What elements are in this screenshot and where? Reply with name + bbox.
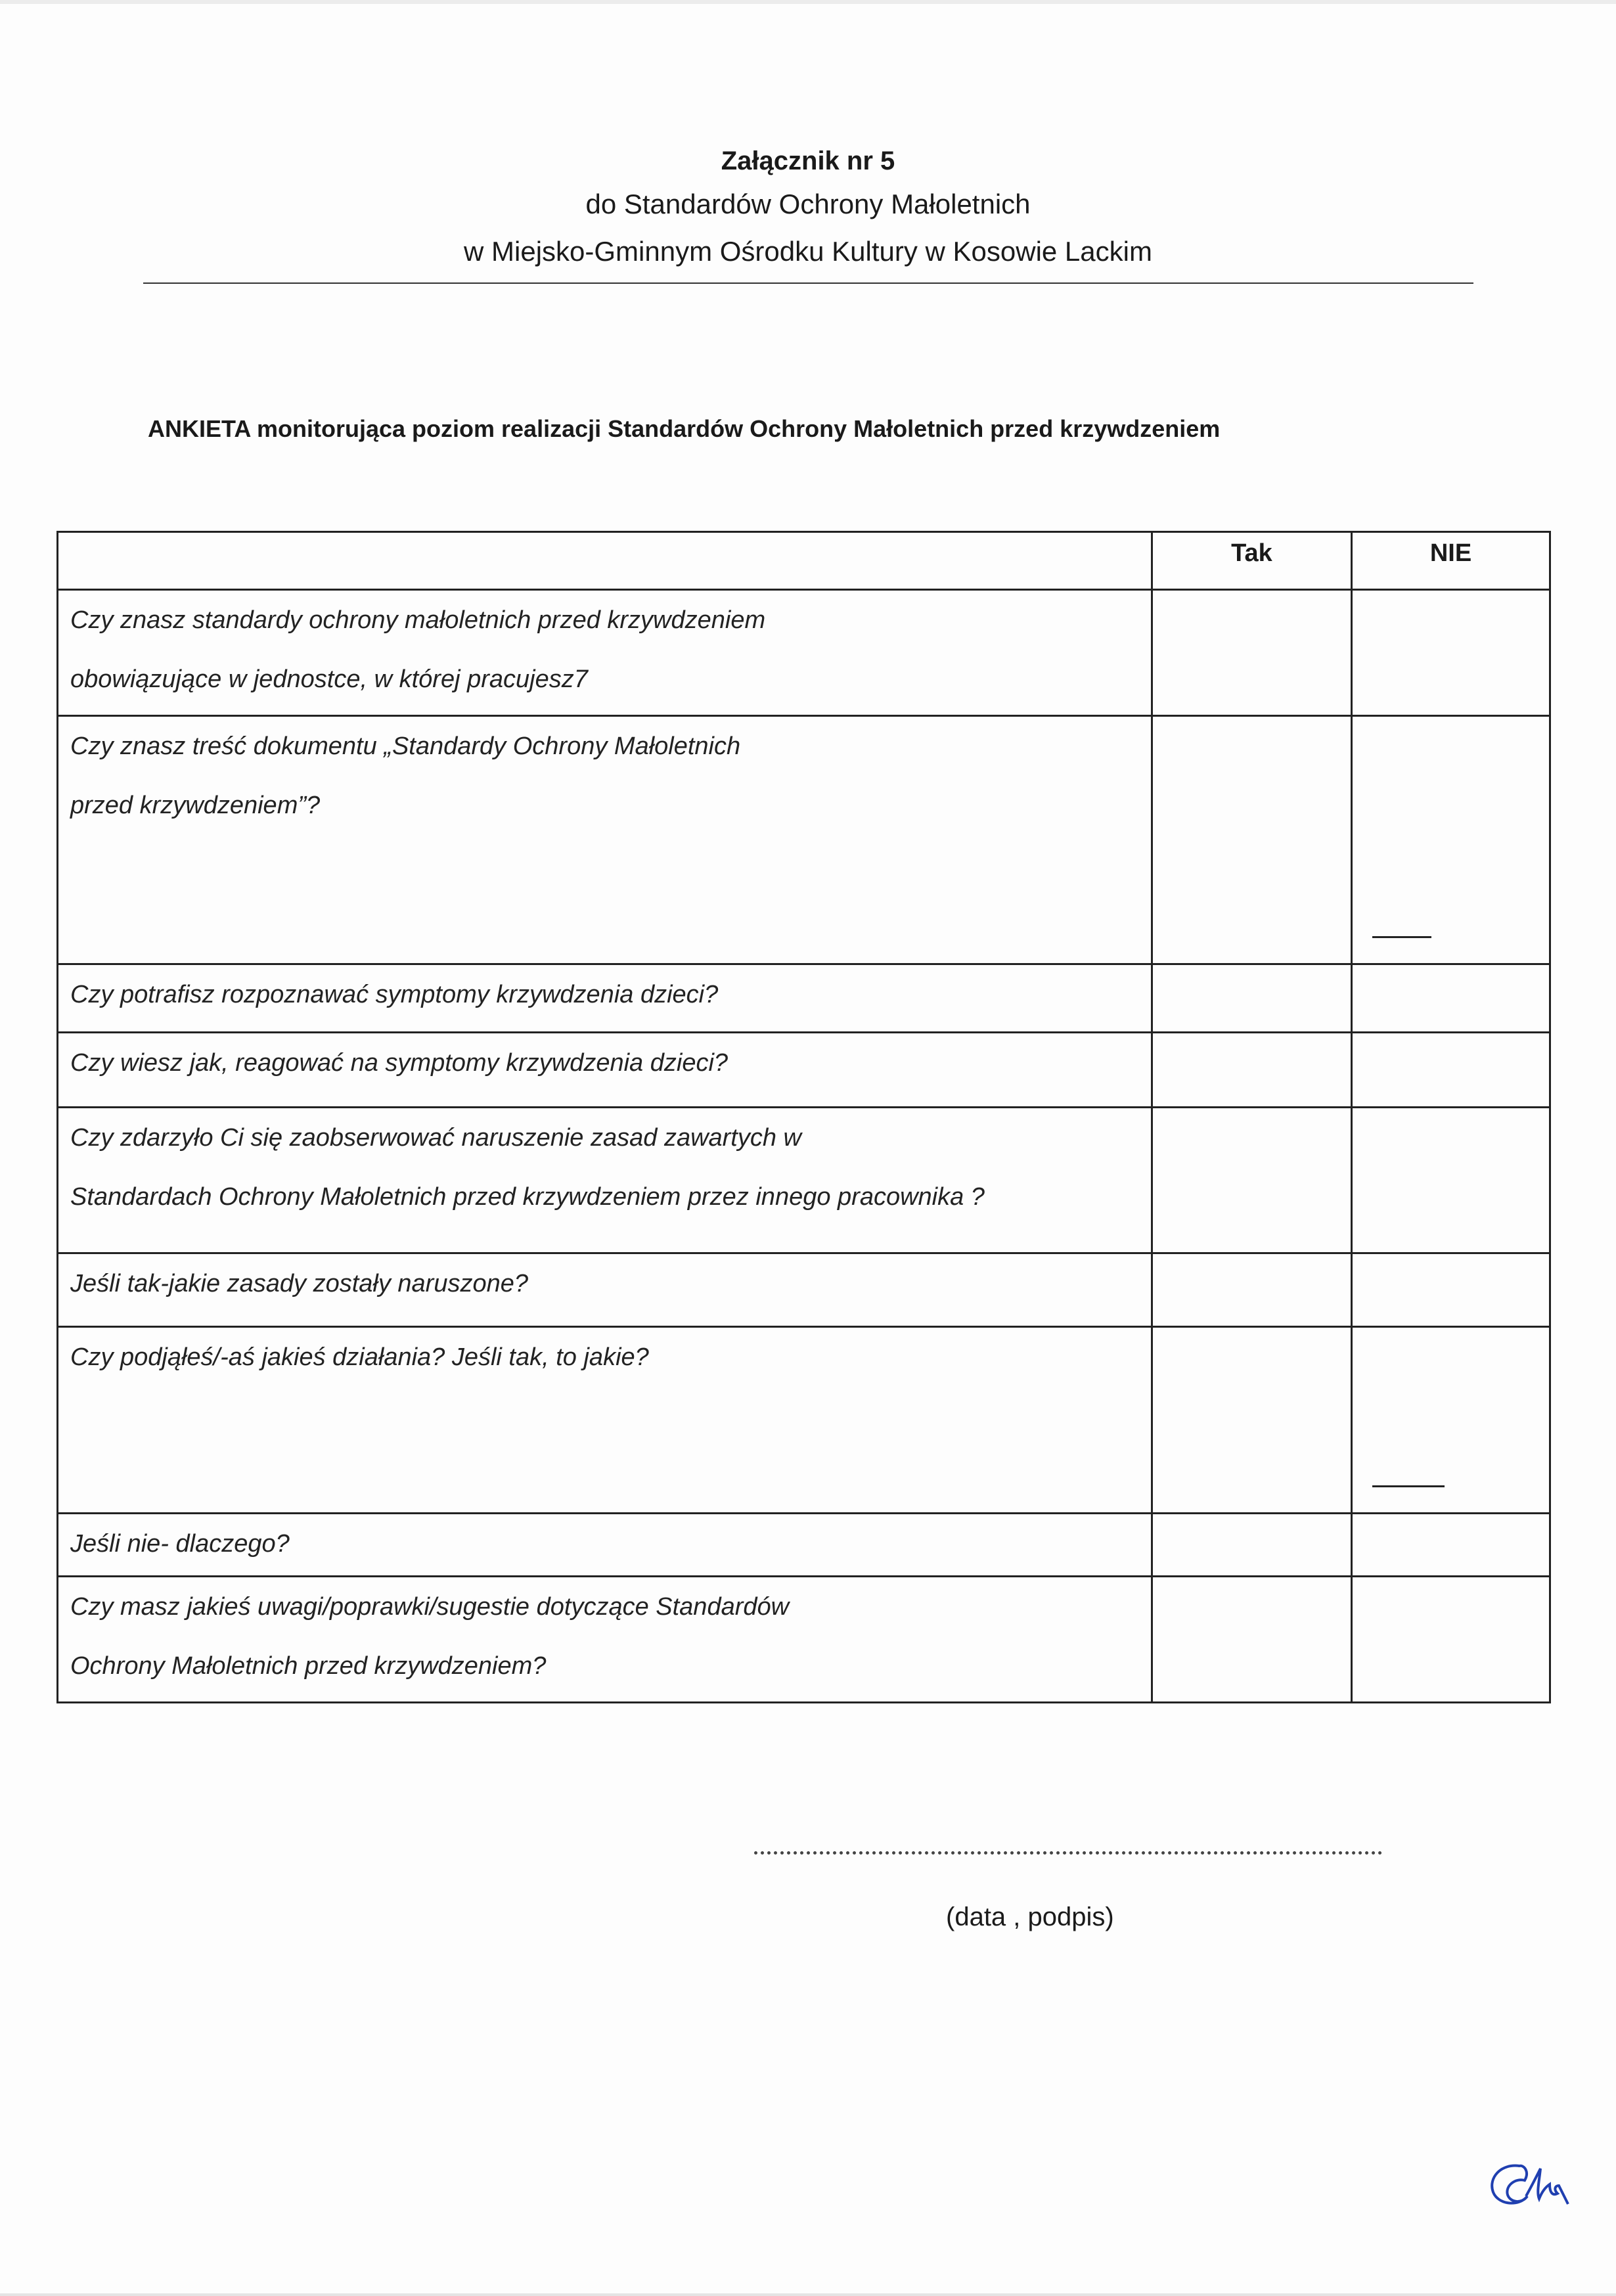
question-cell [58,1514,1152,1577]
question-cell [58,590,1152,716]
question-cell [58,1253,1152,1327]
signature-label: (data , podpis) [946,1902,1114,1931]
scan-edge-top [0,0,1616,4]
header-divider [143,282,1473,284]
no-answer-cell[interactable] [1352,1514,1550,1577]
annex-title: Załącznik nr 5 [721,146,895,175]
table-row [58,1514,1550,1577]
question-text: obowiązujące w jednostce, w której pracujesz7 [70,665,588,693]
handwritten-initials-signature [1481,2158,1573,2217]
no-answer-cell[interactable] [1352,1253,1550,1327]
table-row [58,1108,1550,1253]
question-text: Czy znasz standardy ochrony małoletnich przed krzywdzeniem [70,606,766,634]
no-answer-cell[interactable] [1352,1108,1550,1253]
question-cell [58,964,1152,1033]
yes-answer-cell[interactable] [1152,964,1352,1033]
document-header [0,141,1616,275]
question-cell [58,1327,1152,1514]
yes-answer-cell[interactable] [1152,1033,1352,1108]
no-answer-cell[interactable] [1352,716,1550,964]
question-text: Czy znasz treść dokumentu „Standardy Ochrony Małoletnich [70,732,741,760]
yes-answer-cell[interactable] [1152,1577,1352,1703]
yes-answer-cell[interactable] [1152,1253,1352,1327]
question-text: Czy wiesz jak, reagować na symptomy krzywdzenia dzieci? [70,1049,729,1077]
question-cell [58,1033,1152,1108]
signature-dotted-line [754,1851,1382,1855]
question-text: Standardach Ochrony Małoletnich przed krzywdzeniem przez innego pracownika ? [70,1183,985,1211]
no-column-header: NIE [1352,532,1550,590]
question-cell [58,1577,1152,1703]
question-text: Czy zdarzyło Ci się zaobserwować naruszenie zasad zawartych w [70,1124,802,1152]
table-header-row [58,532,1550,590]
scan-edge-bottom [0,2293,1616,2296]
yes-answer-cell[interactable] [1152,1514,1352,1577]
no-answer-cell[interactable] [1352,1327,1550,1514]
handwritten-dash-mark [1372,936,1431,938]
question-text: Ochrony Małoletnich przed krzywdzeniem? [70,1652,547,1680]
question-column-header [58,532,1152,590]
survey-title: ANKIETA monitorująca poziom realizacji Standardów Ochrony Małoletnich przed krzywdzeniem [148,415,1221,442]
handwritten-dash-mark [1372,1485,1445,1487]
yes-answer-cell[interactable] [1152,716,1352,964]
table-row [58,1033,1550,1108]
table-row [58,1327,1550,1514]
no-answer-cell[interactable] [1352,964,1550,1033]
no-answer-cell[interactable] [1352,1033,1550,1108]
no-answer-cell[interactable] [1352,1577,1550,1703]
table-row [58,590,1550,716]
yes-column-header: Tak [1152,532,1352,590]
yes-answer-cell[interactable] [1152,1108,1352,1253]
annex-subtitle-line-1: do Standardów Ochrony Małoletnich [585,189,1031,219]
annex-subtitle-line-2: w Miejsko-Gminnym Ośrodku Kultury w Kosowie Lackim [464,236,1152,267]
survey-table [56,531,1551,1703]
no-answer-cell[interactable] [1352,590,1550,716]
question-cell [58,716,1152,964]
question-text: Czy potrafisz rozpoznawać symptomy krzywdzenia dzieci? [70,981,719,1008]
table-row [58,1577,1550,1703]
question-text: Czy masz jakieś uwagi/poprawki/sugestie dotyczące Standardów [70,1593,790,1621]
yes-answer-cell[interactable] [1152,590,1352,716]
table-row [58,1253,1550,1327]
question-cell [58,1108,1152,1253]
table-row [58,716,1550,964]
question-text: przed krzywdzeniem”? [70,792,321,819]
table-row [58,964,1550,1033]
question-text: Czy podjąłeś/-aś jakieś działania? Jeśli tak, to jakie? [70,1343,649,1371]
yes-answer-cell[interactable] [1152,1327,1352,1514]
question-text: Jeśli nie- dlaczego? [70,1530,290,1558]
question-text: Jeśli tak-jakie zasady zostały naruszone? [70,1270,529,1297]
